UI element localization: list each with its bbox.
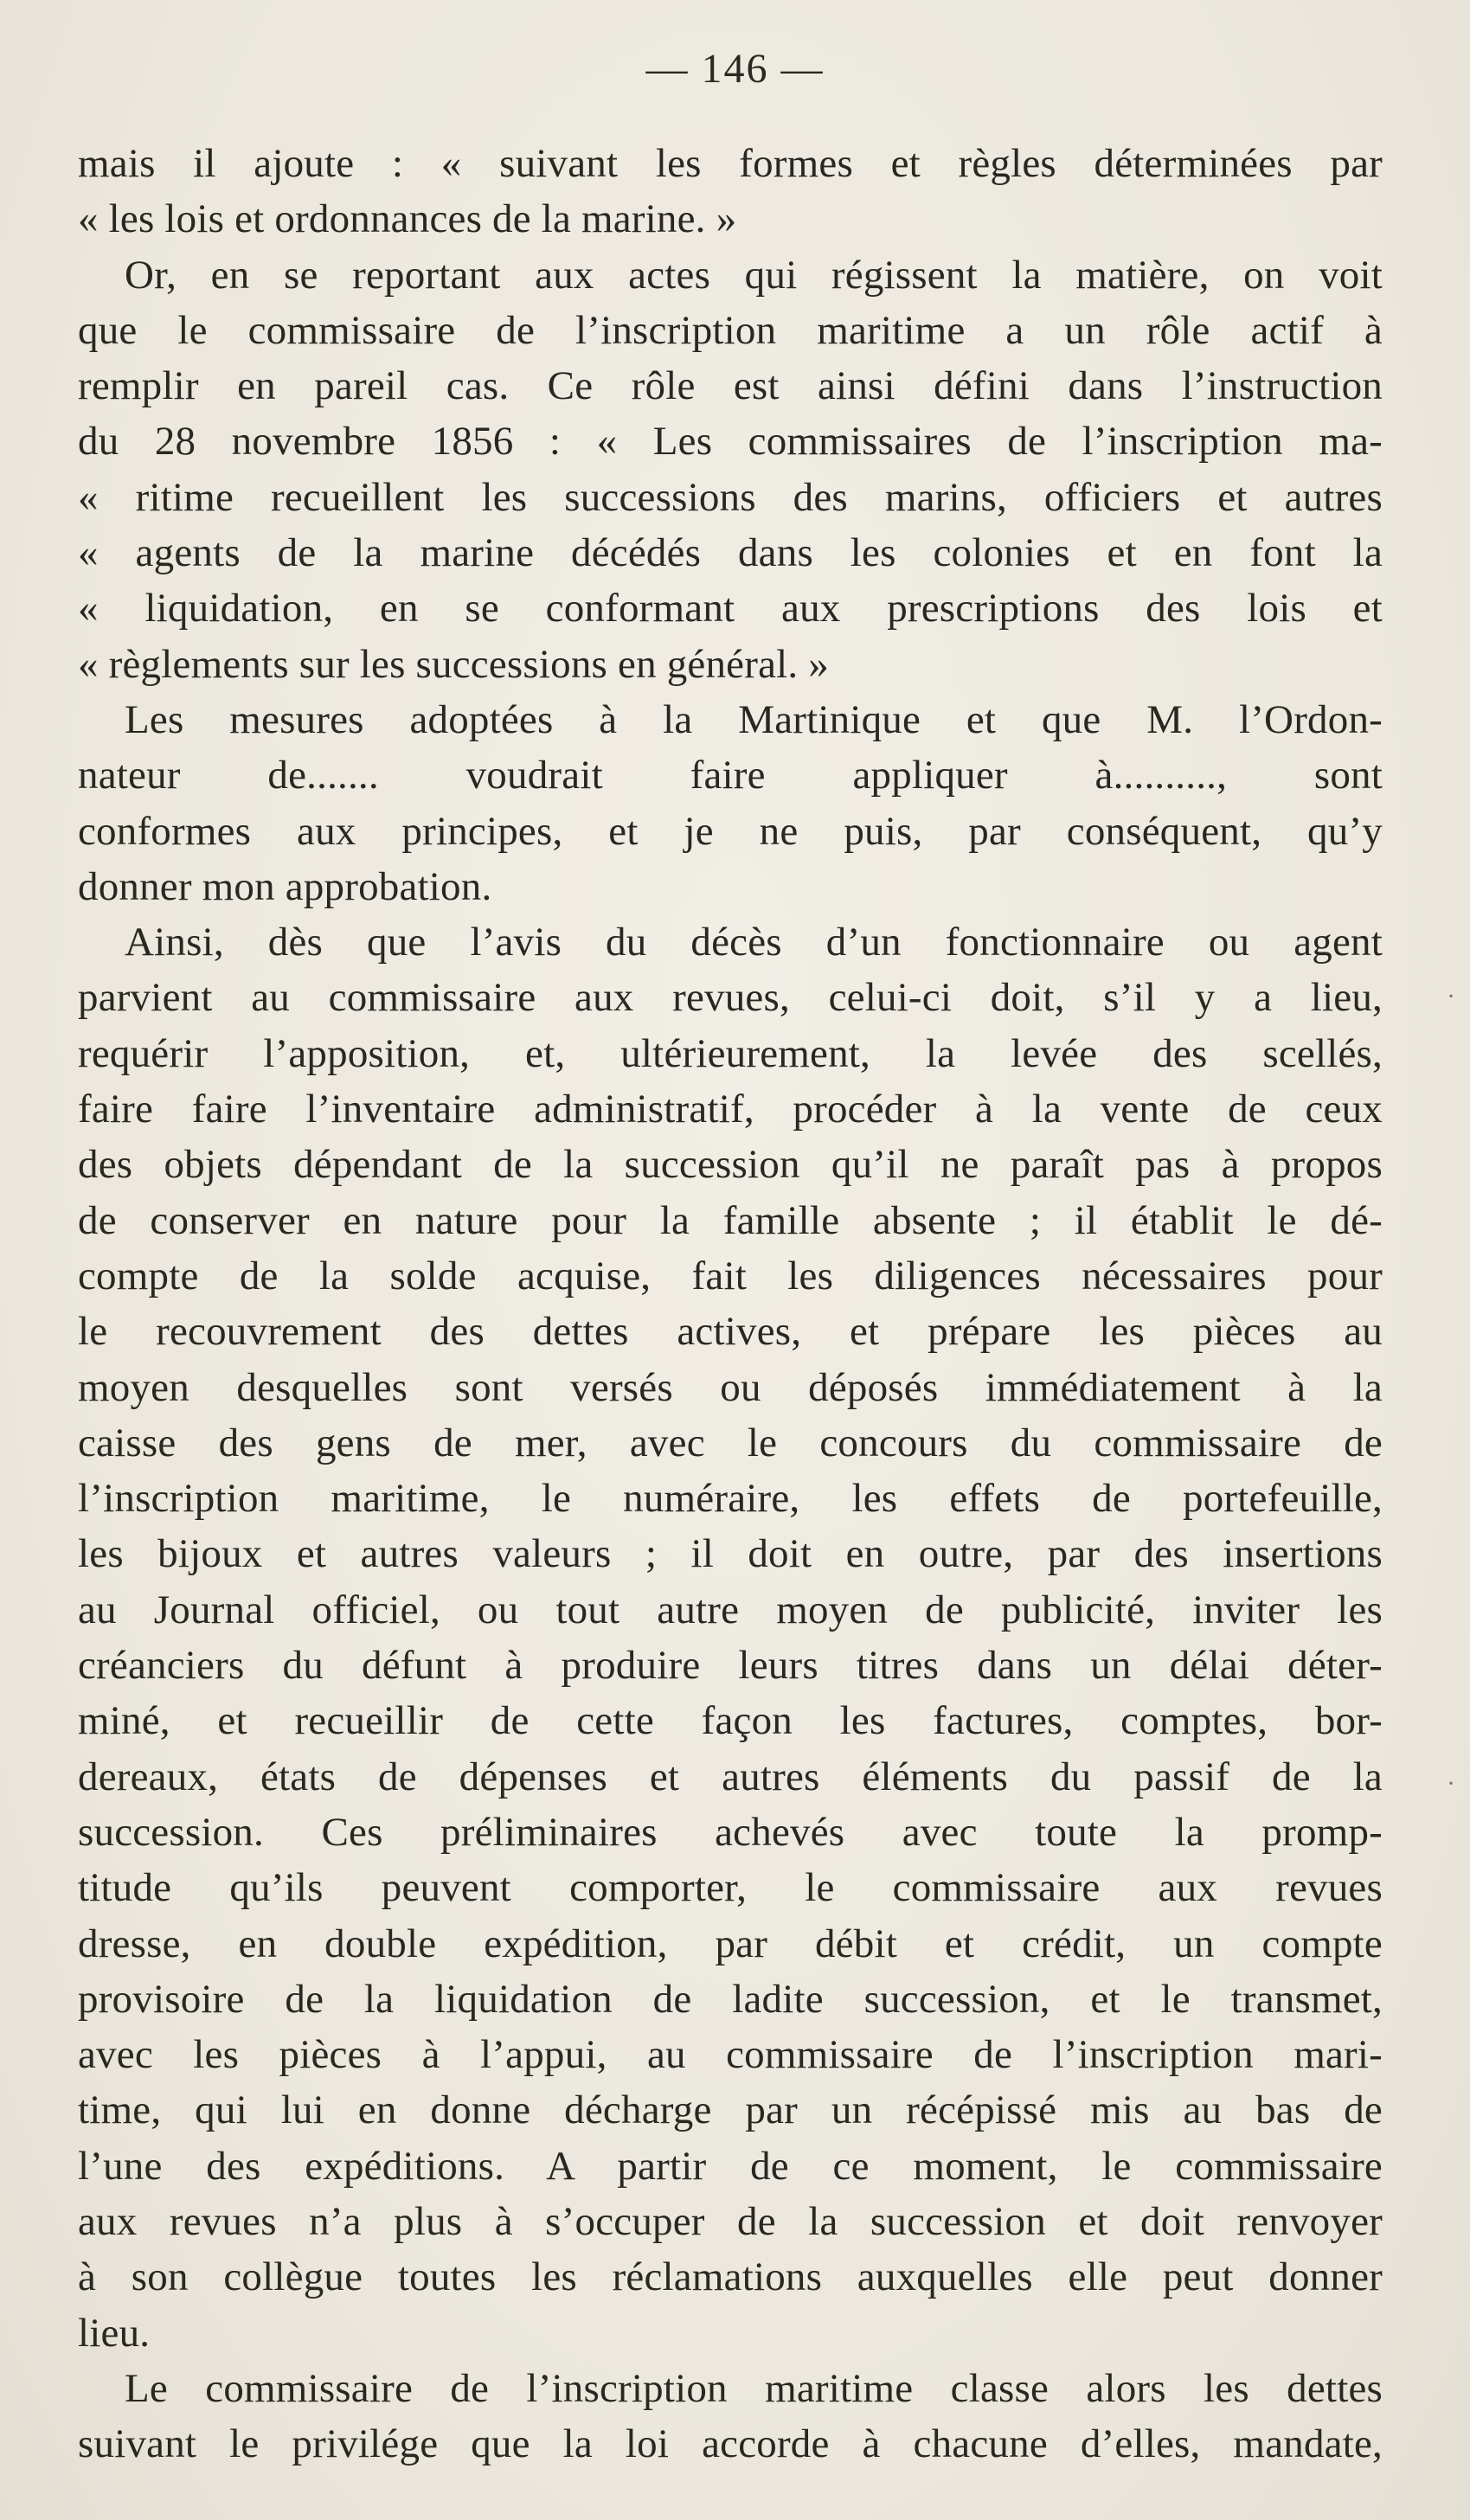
text-line: à son collègue toutes les réclamations auxquelles elle peut donner <box>78 2254 1383 2300</box>
text-line: provisoire de la liquidation de ladite succession, et le transmet, <box>78 1976 1383 2022</box>
margin-speck: · <box>1447 1769 1455 1798</box>
text-line: nateur de....... voudrait faire appliquer à.........., sont <box>78 753 1383 798</box>
text-line: Le commissaire de l’inscription maritime classe alors les dettes <box>125 2365 1383 2411</box>
text-line: les bijoux et autres valeurs ; il doit en outre, par des insertions <box>78 1531 1383 1577</box>
text-line: « les lois et ordonnances de la marine. » <box>78 196 737 242</box>
text-line: dresse, en double expédition, par débit et crédit, un compte <box>78 1920 1383 1966</box>
text-line: « ritime recueillent les successions des marins, officiers et autres <box>78 474 1383 520</box>
text-line: lieu. <box>78 2310 151 2356</box>
text-line: l’une des expéditions. A partir de ce moment, le commissaire <box>78 2143 1383 2189</box>
text-line: de conserver en nature pour la famille absente ; il établit le dé- <box>78 1197 1383 1243</box>
margin-speck: · <box>1447 982 1455 1010</box>
text-line: que le commissaire de l’inscription maritime a un rôle actif à <box>78 307 1383 353</box>
text-line: le recouvrement des dettes actives, et prépare les pièces au <box>78 1309 1383 1355</box>
text-line: succession. Ces préliminaires achevés avec toute la promp- <box>78 1809 1383 1855</box>
text-line: faire faire l’inventaire administratif, procéder à la vente de ceux <box>78 1087 1383 1132</box>
text-line: du 28 novembre 1856 : « Les commissaires de l’inscription ma- <box>78 419 1383 465</box>
text-line: requérir l’apposition, et, ultérieurement, la levée des scellés, <box>78 1030 1383 1076</box>
text-line: dereaux, états de dépenses et autres éléments du passif de la <box>78 1754 1383 1799</box>
text-line: compte de la solde acquise, fait les diligences nécessaires pour <box>78 1253 1383 1298</box>
text-line: remplir en pareil cas. Ce rôle est ainsi défini dans l’instruction <box>78 363 1383 409</box>
text-line: Ainsi, dès que l’avis du décès d’un fonctionnaire ou agent <box>125 920 1383 965</box>
text-line: des objets dépendant de la succession qu’il ne paraît pas à propos <box>78 1142 1383 1188</box>
text-line: mais il ajoute : « suivant les formes et règles déterminées par <box>78 141 1383 186</box>
text-line: time, qui lui en donne décharge par un récépissé mis au bas de <box>78 2087 1383 2133</box>
text-line: conformes aux principes, et je ne puis, par conséquent, qu’y <box>78 808 1383 854</box>
text-line: l’inscription maritime, le numéraire, les effets de portefeuille, <box>78 1476 1383 1522</box>
text-line: Or, en se reportant aux actes qui régissent la matière, on voit <box>125 252 1383 298</box>
text-line: aux revues n’a plus à s’occuper de la succession et doit renvoyer <box>78 2198 1383 2244</box>
text-line: avec les pièces à l’appui, au commissaire de l’inscription mari- <box>78 2032 1383 2078</box>
text-line: titude qu’ils peuvent comporter, le commissaire aux revues <box>78 1865 1383 1911</box>
text-line: « liquidation, en se conformant aux prescriptions des lois et <box>78 586 1383 632</box>
text-line: suivant le privilége que la loi accorde à chacune d’elles, mandate, <box>78 2421 1383 2467</box>
text-line: au Journal officiel, ou tout autre moyen de publicité, inviter les <box>78 1587 1383 1632</box>
text-line: créanciers du défunt à produire leurs titres dans un délai déter- <box>78 1643 1383 1689</box>
page-number: — 146 — <box>645 46 825 92</box>
text-line: parvient au commissaire aux revues, celui-ci doit, s’il y a lieu, <box>78 975 1383 1021</box>
text-line: « règlements sur les successions en général. » <box>78 641 830 687</box>
text-line: donner mon approbation. <box>78 863 492 909</box>
text-line: Les mesures adoptées à la Martinique et que M. l’Ordon- <box>125 696 1383 742</box>
text-line: caisse des gens de mer, avec le concours du commissaire de <box>78 1420 1383 1465</box>
body-text <box>78 136 1383 2472</box>
text-line: moyen desquelles sont versés ou déposés immédiatement à la <box>78 1364 1383 1410</box>
text-line: miné, et recueillir de cette façon les factures, comptes, bor- <box>78 1698 1383 1744</box>
text-line: « agents de la marine décédés dans les colonies et en font la <box>78 530 1383 576</box>
